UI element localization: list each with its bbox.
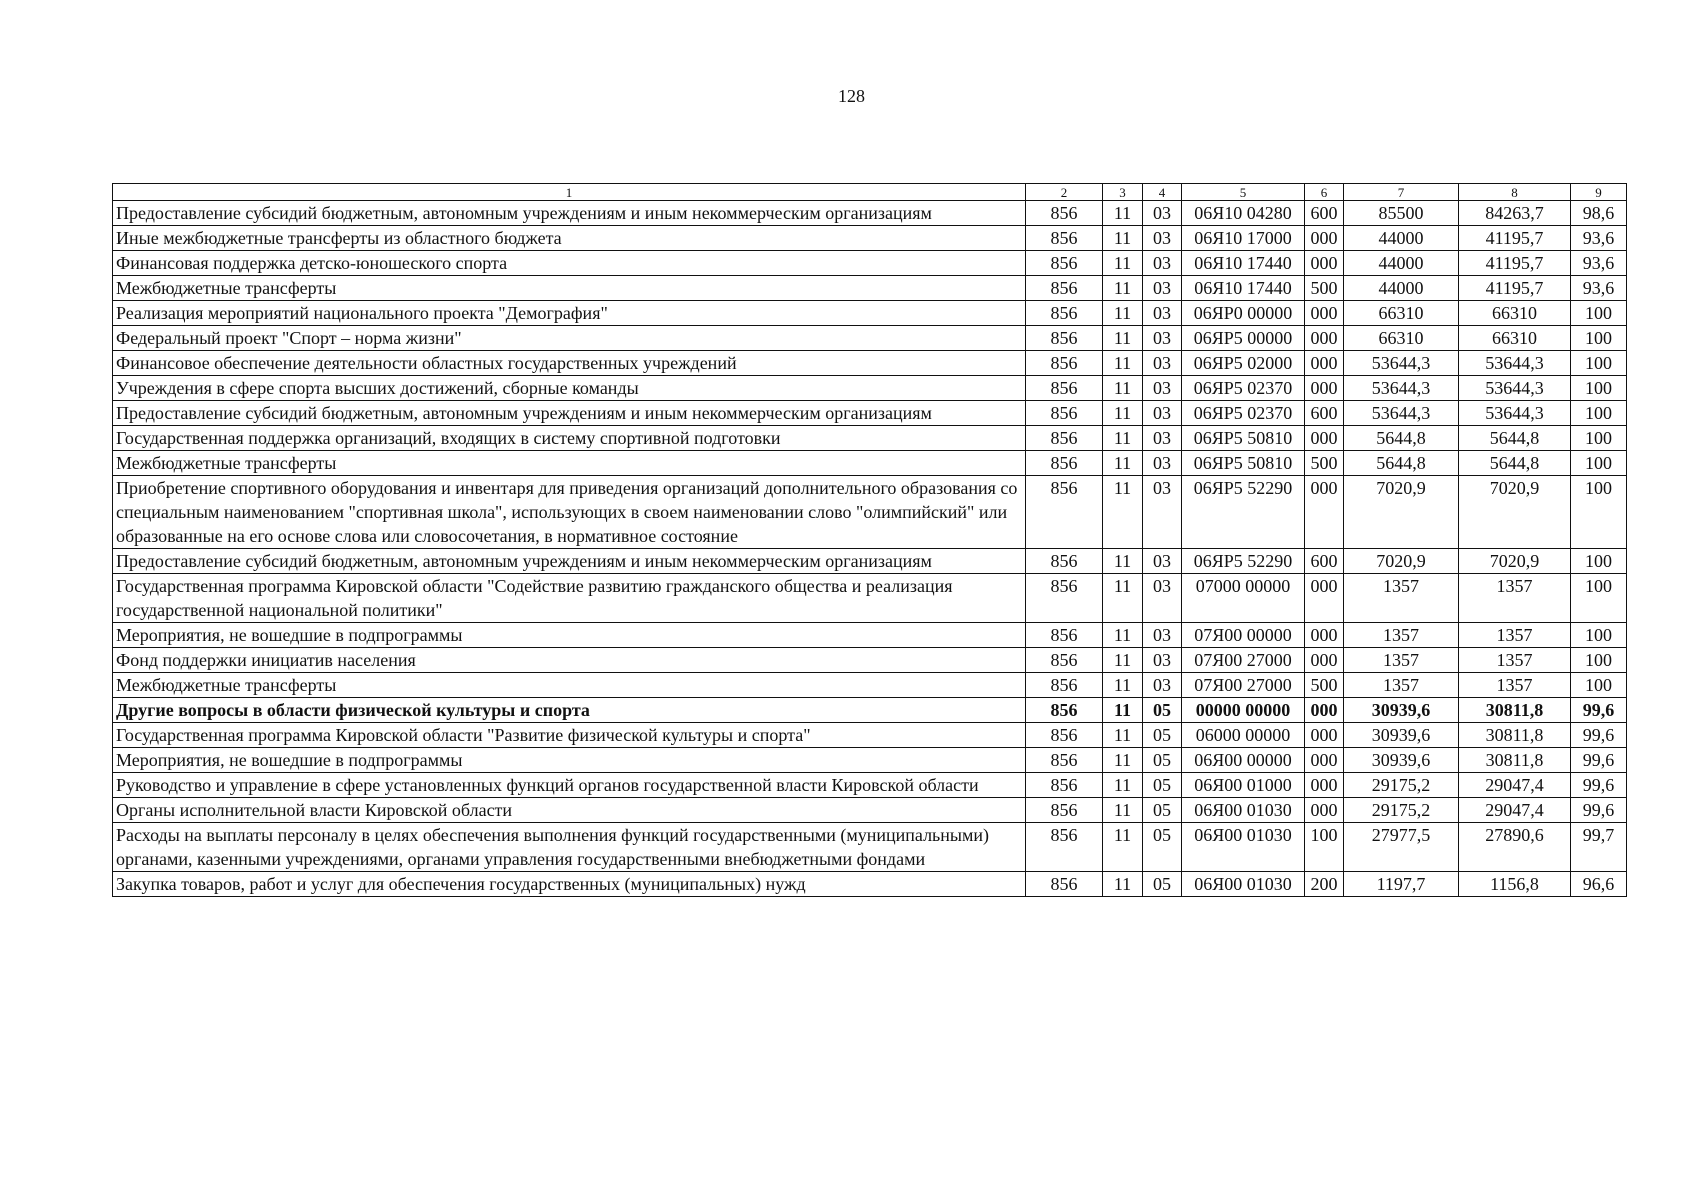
- table-row: [113, 276, 1627, 301]
- cell-section: 11: [1103, 301, 1143, 326]
- cell-percent: 99,6: [1571, 698, 1627, 723]
- cell-planned: 53644,3: [1344, 376, 1459, 401]
- cell-percent: 99,6: [1571, 723, 1627, 748]
- cell-ministry-code: 856: [1026, 823, 1103, 872]
- cell-section: 11: [1103, 426, 1143, 451]
- cell-name: Предоставление субсидий бюджетным, автономным учреждениям и иным некоммерческим организациям: [113, 401, 1026, 426]
- cell-percent: 99,6: [1571, 748, 1627, 773]
- cell-expense-type: 000: [1305, 798, 1344, 823]
- cell-target-article: 07000 00000: [1182, 574, 1305, 623]
- cell-section: 11: [1103, 476, 1143, 549]
- cell-subsection: 05: [1143, 748, 1182, 773]
- page-number: 128: [838, 86, 865, 106]
- cell-percent: 100: [1571, 376, 1627, 401]
- cell-planned: 44000: [1344, 226, 1459, 251]
- cell-name: Межбюджетные трансферты: [113, 451, 1026, 476]
- cell-planned: 1357: [1344, 673, 1459, 698]
- cell-percent: 100: [1571, 673, 1627, 698]
- cell-name: Федеральный проект "Спорт – норма жизни": [113, 326, 1026, 351]
- cell-target-article: 06ЯР5 00000: [1182, 326, 1305, 351]
- cell-section: 11: [1103, 673, 1143, 698]
- cell-executed: 53644,3: [1459, 351, 1571, 376]
- cell-planned: 66310: [1344, 326, 1459, 351]
- cell-expense-type: 000: [1305, 301, 1344, 326]
- cell-expense-type: 500: [1305, 276, 1344, 301]
- cell-target-article: 06Я10 17000: [1182, 226, 1305, 251]
- cell-percent: 100: [1571, 301, 1627, 326]
- cell-target-article: 06Я00 01030: [1182, 823, 1305, 872]
- cell-planned: 1357: [1344, 623, 1459, 648]
- cell-planned: 29175,2: [1344, 798, 1459, 823]
- cell-subsection: 05: [1143, 723, 1182, 748]
- cell-target-article: 06ЯР0 00000: [1182, 301, 1305, 326]
- cell-executed: 53644,3: [1459, 401, 1571, 426]
- cell-ministry-code: 856: [1026, 798, 1103, 823]
- table-row: [113, 226, 1627, 251]
- cell-subsection: 03: [1143, 401, 1182, 426]
- table-row: [113, 823, 1627, 872]
- cell-executed: 30811,8: [1459, 748, 1571, 773]
- cell-name: Органы исполнительной власти Кировской области: [113, 798, 1026, 823]
- cell-executed: 41195,7: [1459, 276, 1571, 301]
- budget-table: [112, 183, 1627, 897]
- cell-name: Другие вопросы в области физической культуры и спорта: [113, 698, 1026, 723]
- cell-executed: 66310: [1459, 326, 1571, 351]
- table-row: [113, 326, 1627, 351]
- cell-percent: 99,7: [1571, 823, 1627, 872]
- cell-subsection: 03: [1143, 251, 1182, 276]
- cell-percent: 100: [1571, 476, 1627, 549]
- cell-executed: 29047,4: [1459, 773, 1571, 798]
- cell-target-article: 06Я00 01000: [1182, 773, 1305, 798]
- cell-section: 11: [1103, 351, 1143, 376]
- cell-subsection: 05: [1143, 823, 1182, 872]
- column-header: 4: [1143, 184, 1182, 201]
- table-row: [113, 351, 1627, 376]
- table-row: [113, 872, 1627, 897]
- cell-planned: 30939,6: [1344, 698, 1459, 723]
- cell-ministry-code: 856: [1026, 401, 1103, 426]
- cell-percent: 100: [1571, 401, 1627, 426]
- cell-subsection: 03: [1143, 549, 1182, 574]
- cell-executed: 1357: [1459, 648, 1571, 673]
- column-header: 9: [1571, 184, 1627, 201]
- cell-section: 11: [1103, 326, 1143, 351]
- cell-target-article: 06ЯР5 02000: [1182, 351, 1305, 376]
- cell-target-article: 07Я00 27000: [1182, 648, 1305, 673]
- cell-percent: 100: [1571, 451, 1627, 476]
- cell-percent: 93,6: [1571, 226, 1627, 251]
- cell-name: Государственная программа Кировской области "Развитие физической культуры и спорта": [113, 723, 1026, 748]
- cell-section: 11: [1103, 623, 1143, 648]
- cell-planned: 53644,3: [1344, 401, 1459, 426]
- cell-executed: 1357: [1459, 673, 1571, 698]
- cell-executed: 30811,8: [1459, 698, 1571, 723]
- cell-executed: 41195,7: [1459, 226, 1571, 251]
- cell-percent: 100: [1571, 426, 1627, 451]
- cell-expense-type: 000: [1305, 226, 1344, 251]
- cell-target-article: 06ЯР5 52290: [1182, 476, 1305, 549]
- cell-section: 11: [1103, 872, 1143, 897]
- cell-expense-type: 000: [1305, 574, 1344, 623]
- cell-target-article: 00000 00000: [1182, 698, 1305, 723]
- cell-expense-type: 000: [1305, 351, 1344, 376]
- cell-section: 11: [1103, 698, 1143, 723]
- cell-ministry-code: 856: [1026, 574, 1103, 623]
- cell-expense-type: 000: [1305, 773, 1344, 798]
- cell-ministry-code: 856: [1026, 673, 1103, 698]
- cell-name: Мероприятия, не вошедшие в подпрограммы: [113, 748, 1026, 773]
- cell-subsection: 03: [1143, 648, 1182, 673]
- cell-name: Расходы на выплаты персоналу в целях обеспечения выполнения функций государственными (муниципальными) органами, казенными учреждениями, органами управления государственными внебюджетными фондами: [113, 823, 1026, 872]
- table-body: [113, 201, 1627, 897]
- cell-name: Приобретение спортивного оборудования и инвентаря для приведения организаций дополнительного образования со специальным наименованием "спортивная школа", использующих в своем наименовании слово "олимпийский" или образованные на его основе слова или словосочетания, в нормативное состояние: [113, 476, 1026, 549]
- cell-subsection: 03: [1143, 426, 1182, 451]
- cell-target-article: 06Я10 17440: [1182, 251, 1305, 276]
- cell-subsection: 03: [1143, 451, 1182, 476]
- cell-ministry-code: 856: [1026, 773, 1103, 798]
- cell-executed: 84263,7: [1459, 201, 1571, 226]
- cell-percent: 93,6: [1571, 276, 1627, 301]
- cell-subsection: 03: [1143, 376, 1182, 401]
- cell-subsection: 05: [1143, 773, 1182, 798]
- table-row: [113, 673, 1627, 698]
- cell-percent: 99,6: [1571, 798, 1627, 823]
- cell-planned: 85500: [1344, 201, 1459, 226]
- cell-planned: 5644,8: [1344, 451, 1459, 476]
- cell-planned: 53644,3: [1344, 351, 1459, 376]
- cell-section: 11: [1103, 723, 1143, 748]
- cell-target-article: 06Я10 04280: [1182, 201, 1305, 226]
- table-row: [113, 376, 1627, 401]
- cell-expense-type: 600: [1305, 401, 1344, 426]
- table-row: [113, 623, 1627, 648]
- cell-planned: 44000: [1344, 251, 1459, 276]
- cell-target-article: 06ЯР5 50810: [1182, 451, 1305, 476]
- cell-executed: 53644,3: [1459, 376, 1571, 401]
- cell-percent: 100: [1571, 648, 1627, 673]
- cell-target-article: 06ЯР5 50810: [1182, 426, 1305, 451]
- cell-ministry-code: 856: [1026, 376, 1103, 401]
- cell-name: Финансовое обеспечение деятельности областных государственных учреждений: [113, 351, 1026, 376]
- cell-executed: 1357: [1459, 574, 1571, 623]
- cell-subsection: 03: [1143, 276, 1182, 301]
- cell-planned: 5644,8: [1344, 426, 1459, 451]
- cell-ministry-code: 856: [1026, 301, 1103, 326]
- cell-name: Закупка товаров, работ и услуг для обеспечения государственных (муниципальных) нужд: [113, 872, 1026, 897]
- cell-expense-type: 000: [1305, 748, 1344, 773]
- cell-subsection: 03: [1143, 574, 1182, 623]
- cell-expense-type: 500: [1305, 673, 1344, 698]
- table-row: [113, 401, 1627, 426]
- table-row: [113, 748, 1627, 773]
- cell-planned: 1197,7: [1344, 872, 1459, 897]
- cell-target-article: 07Я00 27000: [1182, 673, 1305, 698]
- cell-subsection: 03: [1143, 301, 1182, 326]
- cell-expense-type: 100: [1305, 823, 1344, 872]
- cell-section: 11: [1103, 201, 1143, 226]
- cell-ministry-code: 856: [1026, 326, 1103, 351]
- cell-expense-type: 000: [1305, 476, 1344, 549]
- cell-name: Межбюджетные трансферты: [113, 673, 1026, 698]
- cell-planned: 7020,9: [1344, 476, 1459, 549]
- cell-ministry-code: 856: [1026, 201, 1103, 226]
- cell-executed: 30811,8: [1459, 723, 1571, 748]
- cell-percent: 100: [1571, 623, 1627, 648]
- cell-planned: 1357: [1344, 574, 1459, 623]
- cell-executed: 7020,9: [1459, 476, 1571, 549]
- cell-section: 11: [1103, 451, 1143, 476]
- table-row: [113, 698, 1627, 723]
- cell-name: Реализация мероприятий национального проекта "Демография": [113, 301, 1026, 326]
- cell-percent: 100: [1571, 574, 1627, 623]
- table-row: [113, 798, 1627, 823]
- cell-name: Финансовая поддержка детско-юношеского спорта: [113, 251, 1026, 276]
- cell-ministry-code: 856: [1026, 748, 1103, 773]
- table-row: [113, 451, 1627, 476]
- cell-planned: 30939,6: [1344, 748, 1459, 773]
- cell-section: 11: [1103, 549, 1143, 574]
- cell-name: Государственная программа Кировской области "Содействие развитию гражданского общества и реализация государственной национальной политики": [113, 574, 1026, 623]
- column-header: 3: [1103, 184, 1143, 201]
- cell-name: Учреждения в сфере спорта высших достижений, сборные команды: [113, 376, 1026, 401]
- cell-name: Предоставление субсидий бюджетным, автономным учреждениям и иным некоммерческим организациям: [113, 549, 1026, 574]
- cell-executed: 41195,7: [1459, 251, 1571, 276]
- cell-name: Государственная поддержка организаций, входящих в систему спортивной подготовки: [113, 426, 1026, 451]
- cell-subsection: 05: [1143, 698, 1182, 723]
- cell-section: 11: [1103, 574, 1143, 623]
- table-row: [113, 648, 1627, 673]
- cell-percent: 100: [1571, 326, 1627, 351]
- column-header: 2: [1026, 184, 1103, 201]
- table-row: [113, 251, 1627, 276]
- cell-section: 11: [1103, 376, 1143, 401]
- cell-target-article: 06ЯР5 52290: [1182, 549, 1305, 574]
- cell-ministry-code: 856: [1026, 698, 1103, 723]
- cell-ministry-code: 856: [1026, 251, 1103, 276]
- cell-percent: 100: [1571, 549, 1627, 574]
- cell-subsection: 03: [1143, 476, 1182, 549]
- cell-planned: 1357: [1344, 648, 1459, 673]
- table-row: [113, 476, 1627, 549]
- table-row: [113, 426, 1627, 451]
- cell-expense-type: 000: [1305, 426, 1344, 451]
- table-row: [113, 574, 1627, 623]
- cell-section: 11: [1103, 748, 1143, 773]
- cell-name: Иные межбюджетные трансферты из областного бюджета: [113, 226, 1026, 251]
- cell-expense-type: 600: [1305, 549, 1344, 574]
- column-number-row: [113, 184, 1627, 201]
- cell-expense-type: 000: [1305, 723, 1344, 748]
- cell-subsection: 05: [1143, 798, 1182, 823]
- cell-ministry-code: 856: [1026, 872, 1103, 897]
- cell-ministry-code: 856: [1026, 623, 1103, 648]
- cell-planned: 44000: [1344, 276, 1459, 301]
- cell-name: Мероприятия, не вошедшие в подпрограммы: [113, 623, 1026, 648]
- cell-expense-type: 500: [1305, 451, 1344, 476]
- table-row: [113, 301, 1627, 326]
- cell-executed: 29047,4: [1459, 798, 1571, 823]
- cell-section: 11: [1103, 401, 1143, 426]
- cell-name: Межбюджетные трансферты: [113, 276, 1026, 301]
- cell-expense-type: 000: [1305, 648, 1344, 673]
- cell-section: 11: [1103, 773, 1143, 798]
- cell-section: 11: [1103, 276, 1143, 301]
- cell-percent: 100: [1571, 351, 1627, 376]
- cell-planned: 66310: [1344, 301, 1459, 326]
- cell-subsection: 03: [1143, 673, 1182, 698]
- cell-percent: 93,6: [1571, 251, 1627, 276]
- column-header: 7: [1344, 184, 1459, 201]
- cell-expense-type: 000: [1305, 326, 1344, 351]
- cell-expense-type: 000: [1305, 251, 1344, 276]
- cell-ministry-code: 856: [1026, 451, 1103, 476]
- table-row: [113, 201, 1627, 226]
- cell-expense-type: 600: [1305, 201, 1344, 226]
- cell-executed: 7020,9: [1459, 549, 1571, 574]
- cell-target-article: 06Я00 01030: [1182, 798, 1305, 823]
- cell-name: Фонд поддержки инициатив населения: [113, 648, 1026, 673]
- cell-target-article: 06ЯР5 02370: [1182, 376, 1305, 401]
- cell-ministry-code: 856: [1026, 426, 1103, 451]
- cell-executed: 5644,8: [1459, 426, 1571, 451]
- cell-subsection: 03: [1143, 326, 1182, 351]
- cell-planned: 7020,9: [1344, 549, 1459, 574]
- cell-percent: 96,6: [1571, 872, 1627, 897]
- cell-expense-type: 000: [1305, 623, 1344, 648]
- cell-ministry-code: 856: [1026, 476, 1103, 549]
- cell-executed: 5644,8: [1459, 451, 1571, 476]
- cell-section: 11: [1103, 226, 1143, 251]
- cell-percent: 98,6: [1571, 201, 1627, 226]
- cell-planned: 27977,5: [1344, 823, 1459, 872]
- cell-ministry-code: 856: [1026, 276, 1103, 301]
- column-header: 6: [1305, 184, 1344, 201]
- table-row: [113, 549, 1627, 574]
- cell-subsection: 03: [1143, 201, 1182, 226]
- cell-subsection: 03: [1143, 226, 1182, 251]
- cell-ministry-code: 856: [1026, 351, 1103, 376]
- cell-executed: 27890,6: [1459, 823, 1571, 872]
- cell-expense-type: 000: [1305, 376, 1344, 401]
- cell-subsection: 05: [1143, 872, 1182, 897]
- cell-subsection: 03: [1143, 351, 1182, 376]
- cell-target-article: 07Я00 00000: [1182, 623, 1305, 648]
- cell-executed: 1156,8: [1459, 872, 1571, 897]
- table-row: [113, 773, 1627, 798]
- cell-percent: 99,6: [1571, 773, 1627, 798]
- cell-planned: 30939,6: [1344, 723, 1459, 748]
- cell-section: 11: [1103, 251, 1143, 276]
- cell-executed: 1357: [1459, 623, 1571, 648]
- column-header: 8: [1459, 184, 1571, 201]
- table-row: [113, 723, 1627, 748]
- cell-expense-type: 000: [1305, 698, 1344, 723]
- column-header: 5: [1182, 184, 1305, 201]
- cell-target-article: 06Я00 00000: [1182, 748, 1305, 773]
- cell-expense-type: 200: [1305, 872, 1344, 897]
- cell-section: 11: [1103, 798, 1143, 823]
- cell-ministry-code: 856: [1026, 648, 1103, 673]
- cell-target-article: 06ЯР5 02370: [1182, 401, 1305, 426]
- cell-target-article: 06Я00 01030: [1182, 872, 1305, 897]
- cell-ministry-code: 856: [1026, 723, 1103, 748]
- cell-target-article: 06Я10 17440: [1182, 276, 1305, 301]
- cell-name: Руководство и управление в сфере установленных функций органов государственной власти Кировской области: [113, 773, 1026, 798]
- cell-planned: 29175,2: [1344, 773, 1459, 798]
- cell-subsection: 03: [1143, 623, 1182, 648]
- cell-section: 11: [1103, 648, 1143, 673]
- column-header: 1: [113, 184, 1026, 201]
- cell-section: 11: [1103, 823, 1143, 872]
- cell-target-article: 06000 00000: [1182, 723, 1305, 748]
- cell-executed: 66310: [1459, 301, 1571, 326]
- cell-ministry-code: 856: [1026, 226, 1103, 251]
- cell-name: Предоставление субсидий бюджетным, автономным учреждениям и иным некоммерческим организациям: [113, 201, 1026, 226]
- cell-ministry-code: 856: [1026, 549, 1103, 574]
